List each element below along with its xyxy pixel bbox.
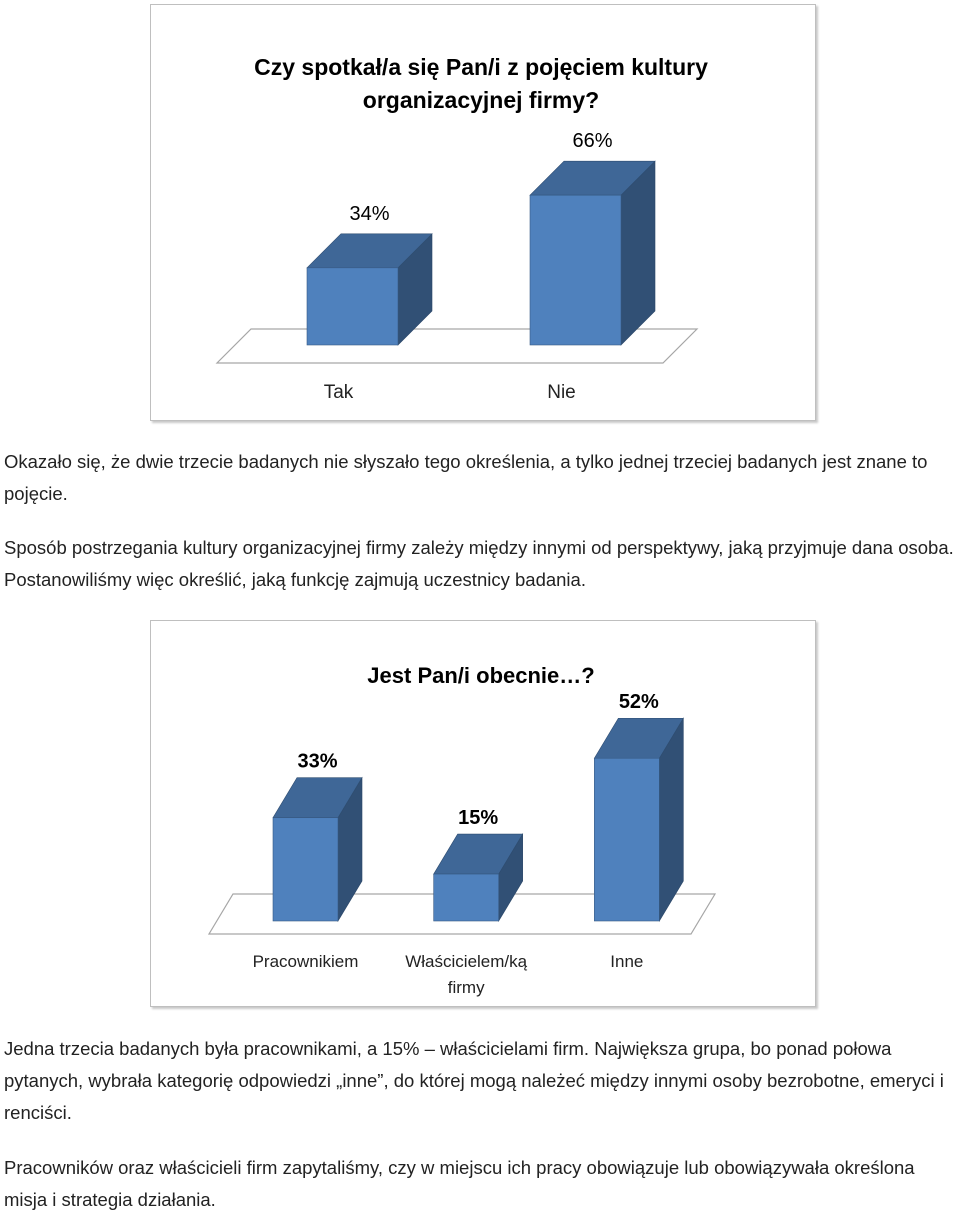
- chart1-data-label-1: 34%: [349, 202, 390, 225]
- chart-familiarity: [150, 4, 816, 421]
- chart2-bar-3: [594, 758, 659, 921]
- chart1-bar-2: [530, 195, 621, 345]
- chart1-bar-1: [307, 268, 398, 345]
- paragraph-1: Okazało się, że dwie trzecie badanych nie słyszało tego określenia, a tylko jednej trzeciej badanych jest znane to pojęcie.: [4, 451, 928, 504]
- chart2-data-label-2: 15%: [458, 807, 499, 830]
- chart1-category-label-2: Nie: [547, 382, 576, 403]
- chart-familiarity-plot: [151, 5, 815, 420]
- chart2-title-line-1: Jest Pan/i obecnie…?: [367, 663, 595, 688]
- chart1-title-line-1: Czy spotkał/a się Pan/i z pojęciem kultury: [254, 54, 708, 80]
- chart-current-role-plot: [151, 621, 815, 1006]
- chart1-category-label-1: Tak: [323, 382, 354, 403]
- chart2-category-label-3: Inne: [610, 952, 644, 971]
- chart2-data-label-3: 52%: [618, 691, 659, 714]
- chart1-data-label-2: 66%: [572, 130, 613, 153]
- chart2-bar-2: [434, 874, 499, 921]
- chart2-bar-1: [273, 818, 338, 921]
- chart2-data-label-1: 33%: [297, 750, 338, 773]
- chart1-title-line-2: organizacyjnej firmy?: [362, 87, 600, 113]
- paragraph-4: Pracowników oraz właścicieli firm zapytaliśmy, czy w miejscu ich pracy obowiązuje lub obowiązywała określona misja i strategia działania.: [4, 1157, 915, 1210]
- chart2-category-label-2-line-1: Właścicielem/ką: [405, 952, 528, 971]
- paragraph-3: Jedna trzecia badanych była pracownikami, a 15% – właścicielami firm. Największa grupa, bo ponad połowa pytanych, wybrała kategorię odpowiedzi „inne”, do której mogą należeć między innymi osoby bezrobotne, emeryci i renciści.: [4, 1038, 944, 1123]
- paragraph-2: Sposób postrzegania kultury organizacyjnej firmy zależy między innymi od perspektywy, jaką przyjmuje dana osoba. Postanowiliśmy więc określić, jaką funkcję zajmują uczestnicy badania.: [4, 537, 954, 590]
- chart-current-role: [150, 620, 816, 1007]
- chart2-category-label-1: Pracownikiem: [252, 952, 359, 971]
- chart2-category-label-2-line-2: firmy: [447, 978, 485, 997]
